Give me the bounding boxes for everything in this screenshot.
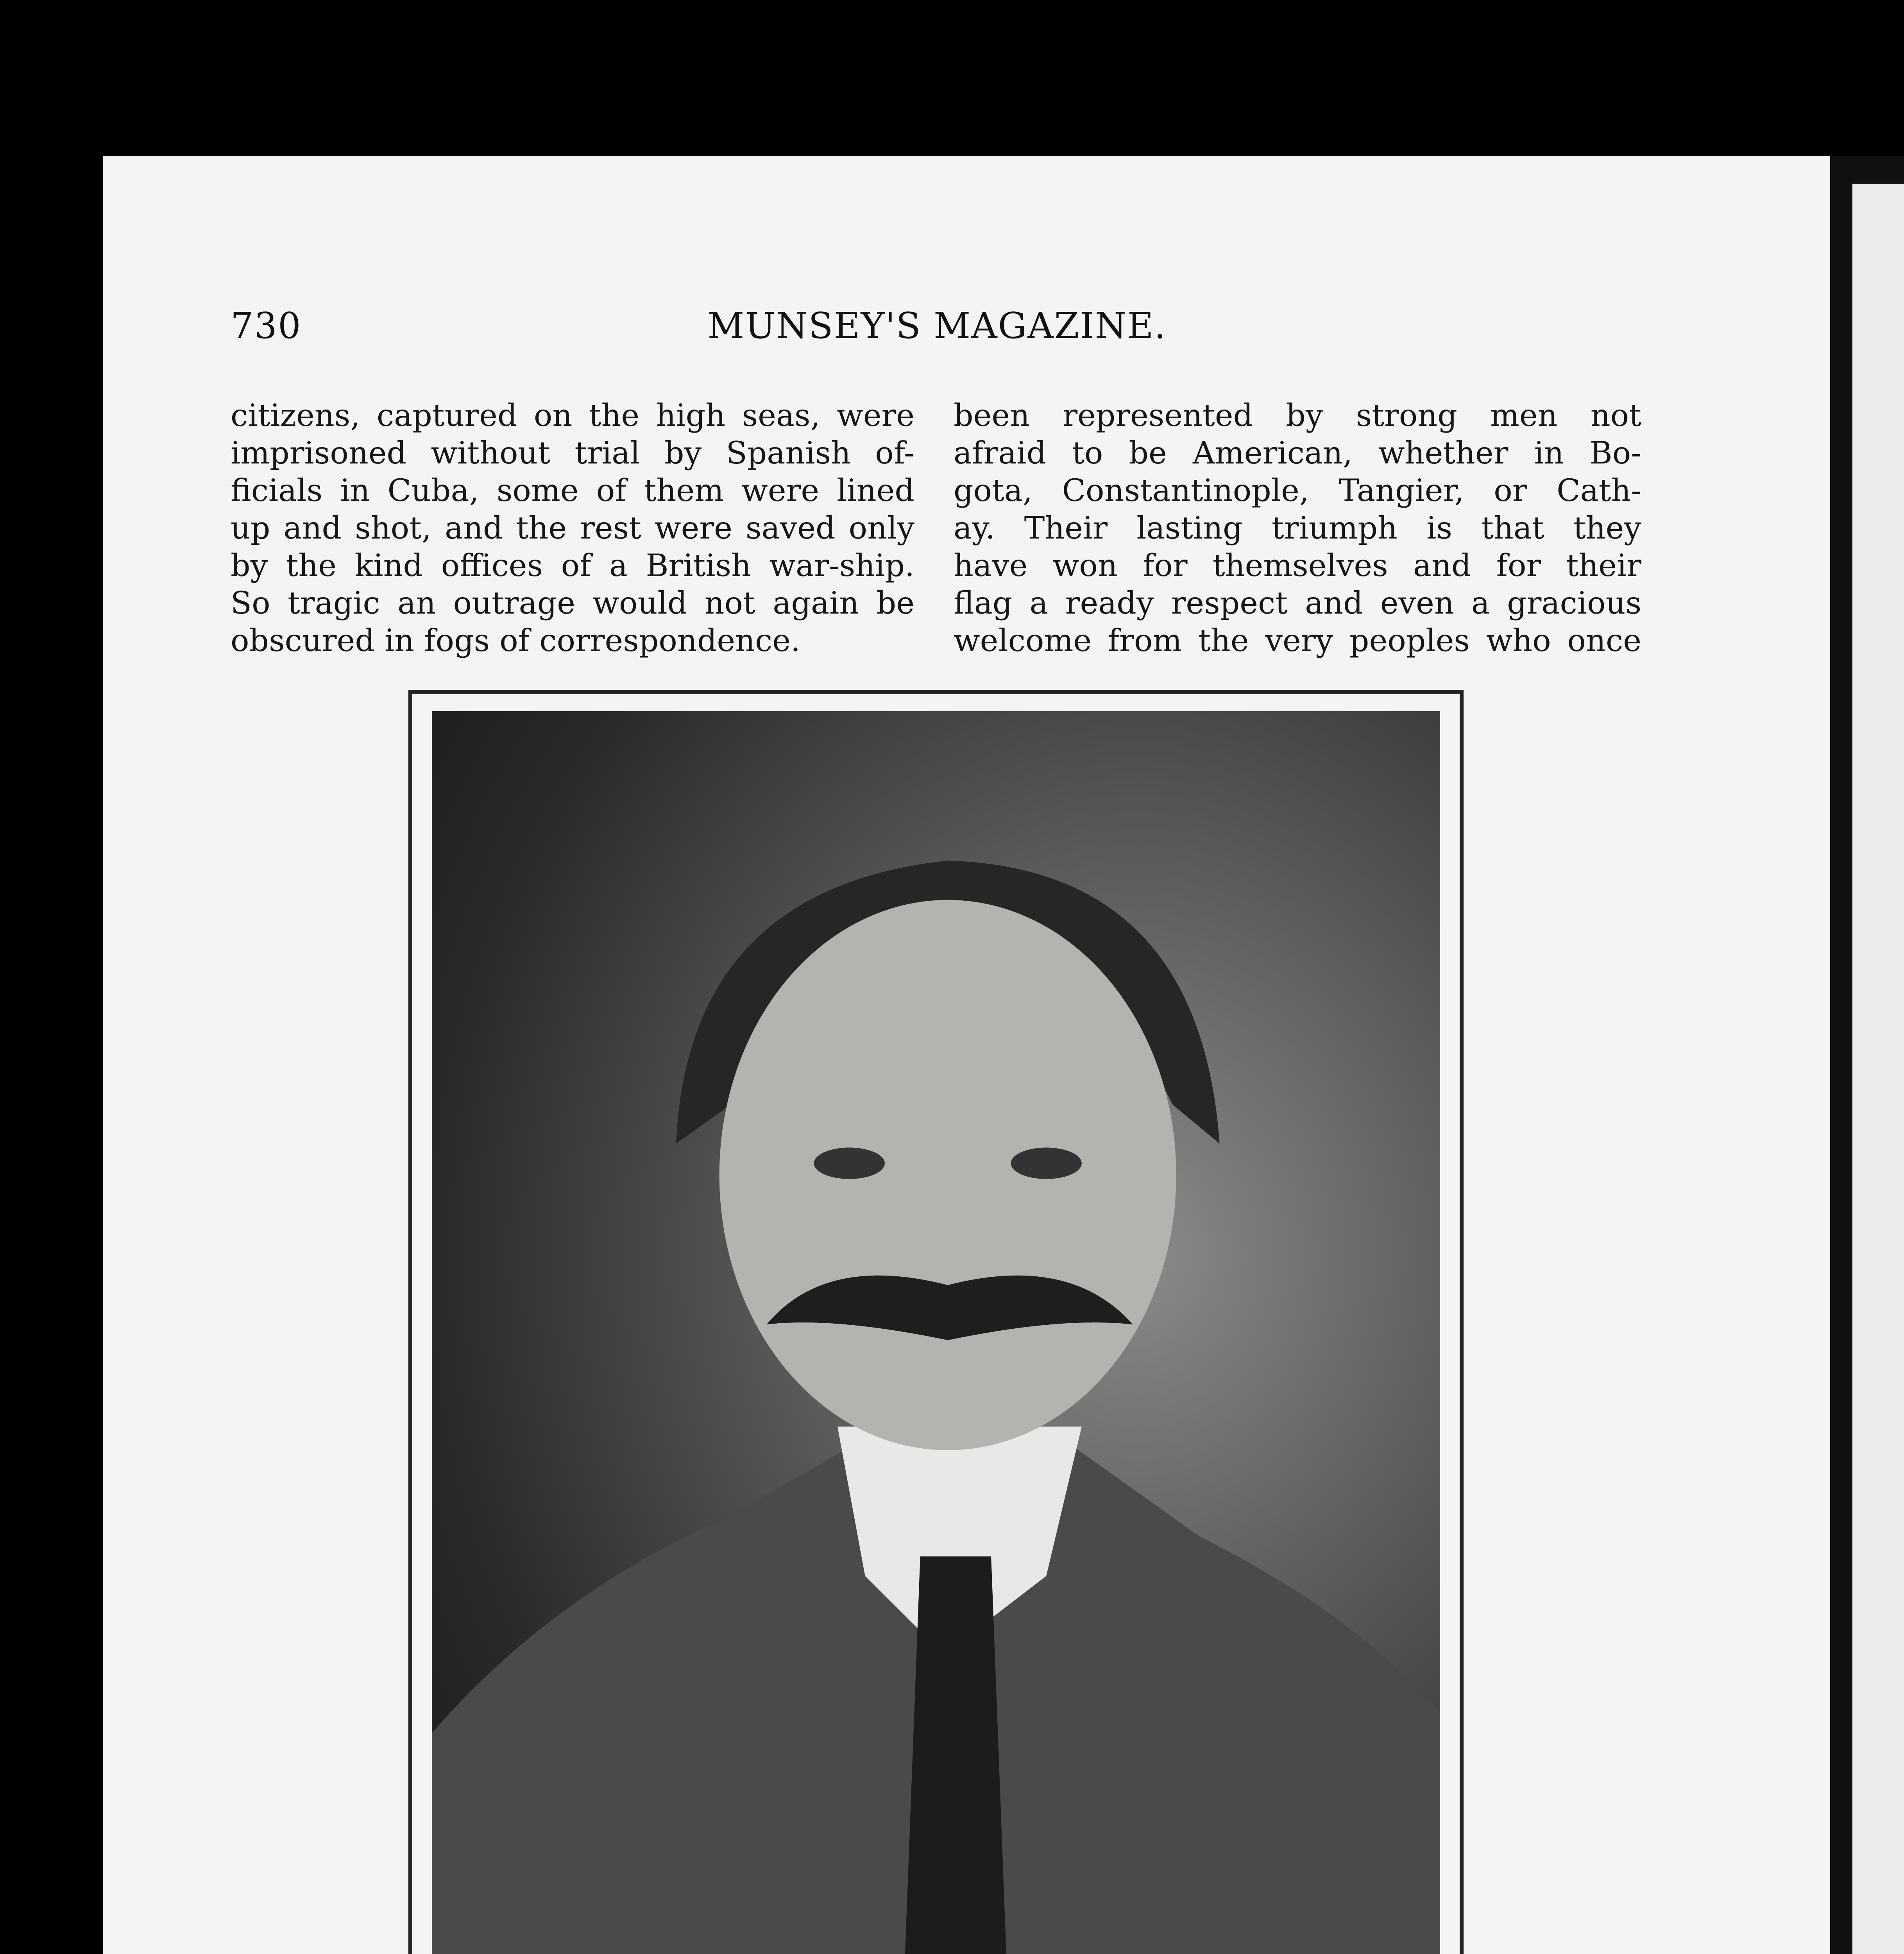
right-eye (1011, 1147, 1081, 1179)
portrait-photo (432, 711, 1440, 1954)
page-number: 730 (231, 305, 302, 347)
left-eye (814, 1147, 885, 1179)
text-line: been represented by strong men not (954, 397, 1641, 433)
text-line: flag a ready respect and even a gracious (954, 585, 1641, 621)
portrait-frame (408, 690, 1464, 1954)
text-line: have won for themselves and for their (954, 548, 1641, 583)
magazine-title: MUNSEY'S MAGAZINE. (707, 305, 1167, 347)
text-line: afraid to be American, whether in Bo- (954, 435, 1641, 471)
top-right-column (954, 397, 1641, 659)
page-header (231, 305, 1643, 363)
face-shape (719, 900, 1176, 1450)
text-line: citizens, captured on the high seas, were (231, 397, 914, 433)
adjacent-page-edge (1852, 184, 1904, 1954)
text-line: by the kind offices of a British war-ship. (231, 548, 914, 583)
text-line: ficials in Cuba, some of them were lined (231, 472, 914, 508)
text-line: So tragic an outrage would not again be (231, 585, 914, 621)
text-line: gota, Constantinople, Tangier, or Cath- (954, 472, 1641, 508)
text-line: obscured in fogs of correspondence. (231, 623, 801, 658)
tie-shape (904, 1556, 1007, 1954)
text-line: welcome from the very peoples who once (954, 623, 1641, 658)
text-line: up and shot, and the rest were saved only (231, 510, 914, 546)
text-line: ay. Their lasting triumph is that they (954, 510, 1641, 546)
top-left-column (231, 397, 914, 659)
text-line: imprisoned without trial by Spanish of- (231, 435, 914, 471)
portrait-figure (432, 711, 1440, 1954)
